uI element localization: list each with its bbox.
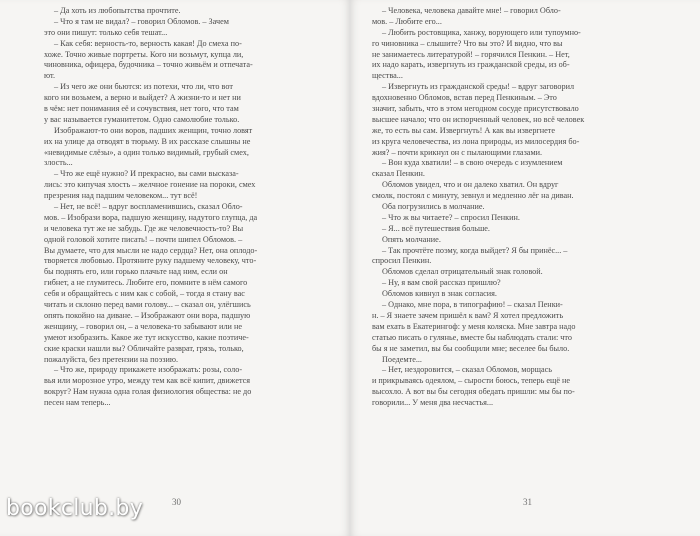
left-page-text (44, 6, 328, 409)
text-line: бы поднять его, или горько плачьте над ним, если он (44, 267, 228, 277)
text-line: вдохновенно Обломов, встав перед Пенкиным. – Это (372, 93, 557, 103)
text-line: мов. – Любите его... (372, 16, 442, 26)
text-line: Обломов кивнул в знак согласия. (382, 289, 497, 299)
site-watermark: bookclub.by (6, 496, 144, 521)
text-line: вам ехать в Екатерингоф: у меня коляска. Мне завтра надо (372, 321, 576, 331)
text-line: – Что ж вы читаете? – спросил Пенкин. (382, 212, 520, 222)
text-line: читать и склоню перед вами голову... – сказал он, улёгшись (44, 300, 251, 310)
text-line: их надо карать, извергнуть из гражданской среды, из об- (372, 60, 570, 70)
text-line: ют. (44, 71, 56, 81)
text-line: Обломов сделал отрицательный знак головой. (382, 267, 543, 277)
text-line: хоже. Точно живые портреты. Кого ни возьмут, купца ли, (44, 49, 244, 59)
text-line: умеют изобразить. Какое же тут искусство, какие поэтиче- (44, 332, 249, 342)
text-line: «невидимые слёзы», а один только видимый, грубый смех, (44, 147, 249, 157)
right-page-number: 31 (523, 497, 532, 507)
text-line: себя и обращайтесь с ним как с собой, – тогда я стану вас (44, 289, 245, 299)
text-line: вокруг? Нам нужна одна голая физиология общества: не до (44, 387, 252, 397)
text-line: – Так прочтёте поэму, когда выйдет? Я бы принёс... – (382, 245, 568, 255)
text-line: мов. – Изобрази вора, падшую женщину, надутого глупца, да (44, 212, 258, 222)
text-line: – Из чего же они бьются: из потехи, что ли, что вот (54, 82, 233, 92)
text-line: – Как себя: верность-то, верность какая! До смеха по- (54, 38, 242, 48)
text-line: – Я... всё путешествия больше. (382, 223, 490, 233)
text-line: – Однако, мне пора, в типографию! – сказал Пенки- (382, 300, 563, 310)
text-line: Вы думаете, что для мысли не надо сердца? Нет, она оплодо- (44, 245, 258, 255)
text-line: – Что я там не видал? – говорил Обломов. – Зачем (54, 16, 229, 26)
text-line: Опять молчание. (382, 234, 441, 244)
text-line: злость... (44, 158, 73, 168)
text-line: – Нет, не всё! – вдруг воспламенившись, сказал Обло- (54, 202, 243, 212)
text-line: высшее начало; что он испорченный человек, но всё человек (372, 114, 585, 124)
text-line: го чиновника – слышите? Что вы это? И видно, что вы (372, 38, 563, 48)
text-line: одной головой хотите писать! – почти шипел Обломов. – (44, 234, 243, 244)
text-line: щества... (372, 71, 403, 81)
text-line: бы я не заметил, вы бы сообщили мне; веселее бы было. (372, 343, 570, 353)
left-page-number: 30 (172, 497, 181, 507)
text-line: Оба погрузились в молчание. (382, 202, 485, 212)
text-line: опять покойно на диване. – Изображают они вора, падшую (44, 310, 251, 320)
text-line: спросил Пенкин. (372, 256, 432, 266)
text-line: сказал Пенкин. (372, 169, 425, 179)
text-line: творяется любовью. Протяните руку падшему человеку, что- (44, 256, 257, 266)
text-line: и человека тут же не забудь. Где же человечность-то? Вы (44, 223, 244, 233)
text-line: из круга человечества, из лона природы, из милосердия бо- (372, 136, 580, 146)
text-line: н. – Я знаете зачем пришёл к вам? Я хотел предложить (372, 310, 564, 320)
text-line: вья или морозное утро, между тем как всё кипит, движется (44, 376, 251, 386)
text-line: чиновника, офицера, будочника – точно живьём и отпечата- (44, 60, 253, 70)
text-line: песен нам теперь... (44, 398, 111, 408)
text-line: – Нет, нездоровится, – сказал Обломов, морщась (382, 365, 552, 375)
text-line: у вас называется гуманитетом. Одно самолюбие только. (44, 114, 240, 124)
text-line: – Что же ещё нужно? И прекрасно, вы сами высказа- (54, 169, 239, 179)
text-line: Изображают-то они воров, падших женщин, точно ловят (54, 125, 253, 135)
text-line: – Любить ростовщика, ханжу, ворующего или тупоумно- (382, 27, 581, 37)
text-line: жия? – почти крикнул он с пылающими глазами. (372, 147, 543, 157)
text-line: Обломов увидел, что и он далеко хватил. Он вдруг (382, 180, 559, 190)
text-line: – Извергнуть из гражданской среды! – вдруг заговорил (382, 82, 575, 92)
text-line: лись: это кипучая злость – желчное гонение на пороки, смех (44, 180, 256, 190)
text-line: не занимаетесь литературой! – горячился Пенкин. – Нет, (372, 49, 570, 59)
text-line: ские краски нашли вы? Обличайте разврат, грязь, только, (44, 343, 244, 353)
text-line: и прикрываясь одеялом, – сырости боюсь, теперь ещё не (372, 376, 571, 386)
text-line: женщину, – говорил он, – а человека-то забывают или не (44, 321, 242, 331)
text-line: же, то есть вы сам. Извергнуть! А как вы извергнете (372, 125, 556, 135)
text-line: это они пишут: только себя тешат... (44, 27, 168, 37)
text-line: кого ни возьмем, а верно и выйдет? А жизни-то и нет ни (44, 93, 241, 103)
text-line: – Что же, природу прикажете изображать: розы, соло- (54, 365, 243, 375)
text-line: значит, забыть, что в этом негодном сосуде присутствовало (372, 104, 579, 114)
text-line: – Ну, я вам свой рассказ пришлю? (382, 278, 501, 288)
text-line: смолк, постоял с минуту, зевнул и медленно лёг на диван. (372, 191, 574, 201)
text-line: гибнет, а не глумитесь. Любите его, помните в нём самого (44, 278, 248, 288)
text-line: статью писать о гулянье, вместе бы наблюдать стали: что (372, 332, 572, 342)
text-line: Поедемте... (382, 354, 422, 364)
right-page-text (372, 6, 658, 409)
text-line: презрения над падшим человеком... тут всё! (44, 191, 198, 201)
text-line: – Да хоть из любопытства прочтите. (54, 6, 181, 15)
text-line: – Вон куда хватили! – в свою очередь с изумлением (382, 158, 563, 168)
text-line: в чём: нет понимания её и сочувствия, нет того, что там (44, 104, 239, 114)
right-page (350, 0, 700, 536)
text-line: – Человека, человека давайте мне! – говорил Обло- (382, 6, 561, 15)
text-line: пожалуйста, без претензии на поэзию. (44, 354, 178, 364)
text-line: говорили... У меня два несчастья... (372, 398, 494, 408)
text-line: высохло. А вот вы бы сегодня обедать пришли: мы бы по- (372, 387, 575, 397)
text-line: их на улице да отводят в тюрьму. В их рассказе слышны не (44, 136, 251, 146)
